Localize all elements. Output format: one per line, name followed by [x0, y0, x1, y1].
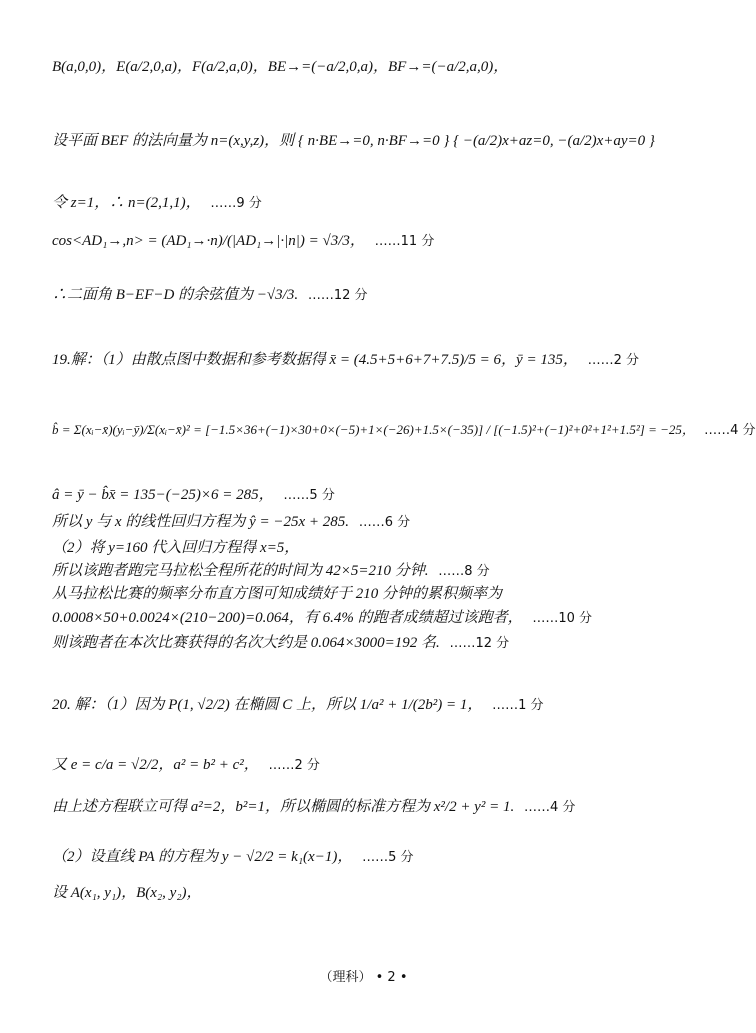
problem-19-line-4 [52, 513, 410, 531]
line-text: b̂ = Σ(xᵢ−x̄)(yᵢ−ȳ)/Σ(xᵢ−x̄)² = [−1.5×36+(−1)×30+0×(−5)+1×(−26)+1.5×(−35)] / [(−1.5)²+(−1)²+0²+1²+1.5²] = −25， [52, 422, 695, 437]
line-text: 设 A(x₁, y₁)，B(x₂, y₂)， [52, 885, 202, 901]
solution-line-1 [52, 58, 508, 76]
problem-19-line-6 [52, 562, 490, 580]
score-mark: ……5 分 [362, 850, 414, 865]
line-text: 从马拉松比赛的频率分布直方图可知成绩好于 210 分钟的累积频率为 [52, 586, 503, 602]
line-text: 20. 解：（1）因为 P(1, √2/2) 在椭圆 C 上，所以 1/a² + 1/(2b²) = 1， [52, 697, 483, 713]
score-mark: ……10 分 [532, 611, 593, 626]
line-text: 19.解：（1）由散点图中数据和参考数据得 x̄ = (4.5+5+6+7+7.5)/5 = 6，ȳ = 135， [52, 352, 578, 368]
problem-19-line-8 [52, 609, 592, 627]
score-mark: ……4 分 [704, 423, 756, 438]
line-text: B(a,0,0)，E(a/2,0,a)，F(a/2,a,0)，BE→=(−a/2,0,a)，BF→=(−a/2,a,0)， [52, 59, 509, 75]
line-text: 设平面 BEF 的法向量为 n=(x,y,z)，则 { n·BE→=0, n·BF→=0 } { −(a/2)x+az=0, −(a/2)x+ay=0 } [52, 133, 655, 149]
problem-20-line-1 [52, 696, 544, 714]
score-mark: ……8 分 [438, 564, 490, 579]
line-text: ∴二面角 B−EF−D 的余弦值为 −√3/3. [52, 287, 299, 303]
solution-line-5 [52, 286, 368, 304]
line-text: （2）设直线 PA 的方程为 y − √2/2 = k₁(x−1)， [52, 849, 353, 865]
solution-line-2 [52, 132, 655, 150]
problem-20-line-5 [52, 884, 202, 902]
line-text: 则该跑者在本次比赛获得的名次大约是 0.064×3000=192 名. [52, 635, 440, 651]
line-text: 所以该跑者跑完马拉松全程所花的时间为 42×5=210 分钟. [52, 563, 429, 579]
problem-20-line-2 [52, 756, 320, 774]
score-mark: ……9 分 [210, 196, 262, 211]
problem-19-line-9 [52, 634, 509, 652]
line-text: 0.0008×50+0.0024×(210−200)=0.064，有 6.4% 的跑者成绩超过该跑者， [52, 610, 523, 626]
problem-19-line-5 [52, 539, 299, 557]
line-text: （2）将 y=160 代入回归方程得 x=5， [52, 540, 300, 556]
solution-line-4 [52, 232, 434, 250]
line-text: 令 z=1，∴ n=(2,1,1)， [52, 195, 201, 211]
score-mark: ……4 分 [523, 800, 576, 815]
score-mark: ……1 分 [492, 698, 544, 713]
problem-19-line-7 [52, 585, 502, 603]
problem-20-line-3 [52, 798, 575, 816]
line-text: â = ȳ − b̂x̄ = 135−(−25)×6 = 285， [52, 487, 274, 503]
score-mark: ……6 分 [358, 515, 411, 530]
problem-20-line-4 [52, 848, 413, 866]
score-mark: ……11 分 [374, 234, 435, 249]
score-mark: ……12 分 [449, 636, 510, 651]
problem-19-line-3 [52, 486, 335, 504]
line-text: 所以 y 与 x 的线性回归方程为 ŷ = −25x + 285. [52, 514, 349, 530]
score-mark: ……2 分 [587, 353, 639, 368]
score-mark: ……5 分 [283, 488, 335, 503]
score-mark: ……2 分 [268, 758, 320, 773]
page-footer: （理科） • 2 • [319, 970, 408, 985]
line-text: 由上述方程联立可得 a²=2，b²=1，所以椭圆的标准方程为 x²/2 + y² = 1. [52, 799, 515, 815]
problem-19-line-1 [52, 351, 639, 369]
line-text: cos<AD₁→,n> = (AD₁→·n)/(|AD₁→|·|n|) = √3/3， [52, 233, 365, 249]
line-text: 又 e = c/a = √2/2，a² = b² + c²， [52, 757, 259, 773]
score-mark: ……12 分 [307, 288, 368, 303]
solution-line-3 [52, 194, 262, 212]
problem-19-line-2 [52, 422, 756, 439]
